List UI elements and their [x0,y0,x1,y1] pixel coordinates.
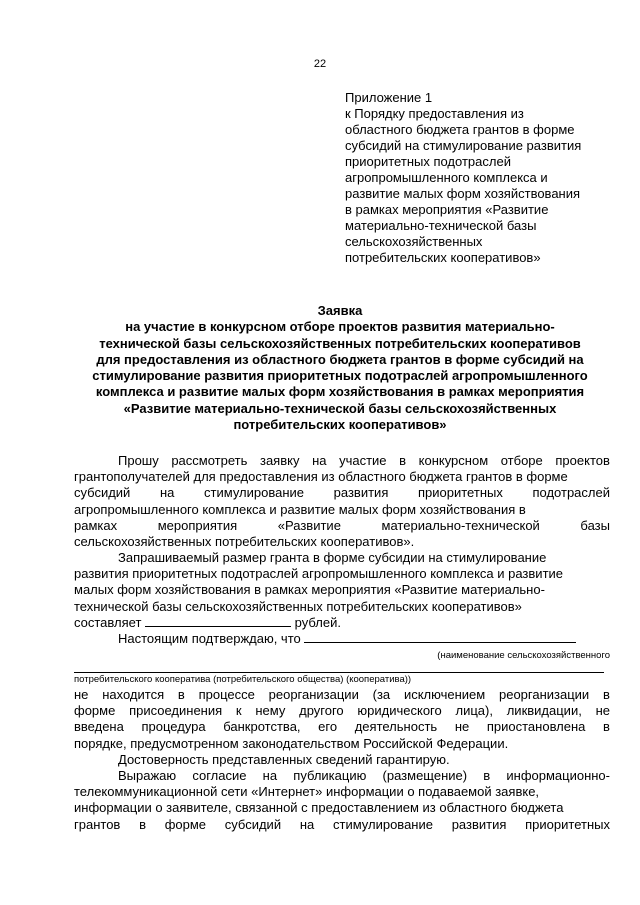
title-line: потребительских кооперативов» [233,417,447,433]
para-line: информации о заявителе, связанной с предоставлением из областного бюджета [74,800,564,816]
para-line: Запрашиваемый размер гранта в форме субсидии на стимулирование [118,550,547,565]
amount-suffix: рублей. [294,614,341,630]
title-line: для предоставления из областного бюджета грантов в форме субсидий на [96,351,584,367]
title-line: «Развитие материально-технической базы сельскохозяйственных [123,400,557,416]
appendix-header [345,90,610,266]
title-heading: Заявка [317,303,363,318]
amount-prefix: составляет [74,614,142,630]
title-line: комплекса и развитие малых форм хозяйствования в рамках мероприятия [95,384,585,400]
guarantee-paragraph [74,752,610,768]
amount-field[interactable] [145,615,291,627]
organization-name-field[interactable] [304,631,576,643]
para-line: агропромышленного комплекса и развитие малых форм хозяйствования в [74,501,526,517]
organization-name-line[interactable] [74,672,604,673]
appendix-line: в рамках мероприятия «Развитие [345,202,549,217]
para-line: грантополучателей для предоставления из областного бюджета грантов в форме [74,469,568,485]
para-line: Прошу рассмотреть заявку на участие в конкурсном отборе проектов [118,453,610,468]
appendix-line: Приложение 1 [345,90,433,105]
page-number: 22 [313,58,327,70]
title-line: на участие в конкурсном отборе проектов развития материально- [125,319,555,335]
confirmation-block [74,631,610,647]
amount-line [74,615,610,631]
appendix-line: к Порядку предоставления из [345,106,524,121]
appendix-line: субсидий на стимулирование развития [345,138,582,153]
organization-hint-left: потребительского кооператива (потребительского общества) (кооператива)) [74,674,412,685]
title-line: технической базы сельскохозяйственных потребительских кооперативов [99,335,581,351]
request-paragraph [74,453,610,550]
para-line: Выражаю согласие на публикацию (размещение) в информационно- [118,768,610,783]
para-line: Достоверность представленных сведений гарантирую. [118,752,450,767]
para-line: субсидий на стимулирование развития приоритетных подотраслей [74,485,610,501]
appendix-line: агропромышленного комплекса и [345,170,548,185]
appendix-line: областного бюджета грантов в форме [345,122,575,137]
para-line: введена процедура банкротства, его деятельность не приостановлена в [74,719,610,735]
confirm-line [74,631,610,647]
appendix-line: сельскохозяйственных [345,234,483,249]
para-line: не находится в процессе реорганизации (за исключением реорганизации в [74,687,610,702]
para-line: форме присоединения к нему другого юридического лица), ликвидации, не [74,703,610,719]
organization-hint-right: (наименование сельскохозяйственного [437,650,610,661]
status-paragraph [74,687,610,752]
para-line: малых форм хозяйствования в рамках мероприятия «Развитие материально- [74,582,545,598]
para-line: телекоммуникационной сети «Интернет» информации о подаваемой заявке, [74,784,540,800]
appendix-line: приоритетных подотраслей [345,154,511,169]
title-line: стимулирование развития приоритетных подотраслей агропромышленного [92,368,588,384]
confirm-text: Настоящим подтверждаю, что [118,631,301,646]
para-line: порядке, предусмотренном законодательством Российской Федерации. [74,735,509,751]
appendix-line: развитие малых форм хозяйствования [345,186,581,201]
para-line: сельскохозяйственных потребительских кооперативов». [74,534,415,550]
para-line: грантов в форме субсидий на стимулирование развития приоритетных [74,816,610,832]
appendix-line: потребительских кооперативов» [345,250,541,265]
consent-paragraph [74,768,610,833]
appendix-line: материально-технической базы [345,218,537,233]
para-line: технической базы сельскохозяйственных потребительских кооперативов» [74,598,522,614]
para-line: развития приоритетных подотраслей агропромышленного комплекса и развитие [74,566,564,582]
para-line: рамках мероприятия «Развитие материально-технической базы [74,517,610,533]
document-title [70,303,610,433]
grant-amount-paragraph [74,550,610,631]
